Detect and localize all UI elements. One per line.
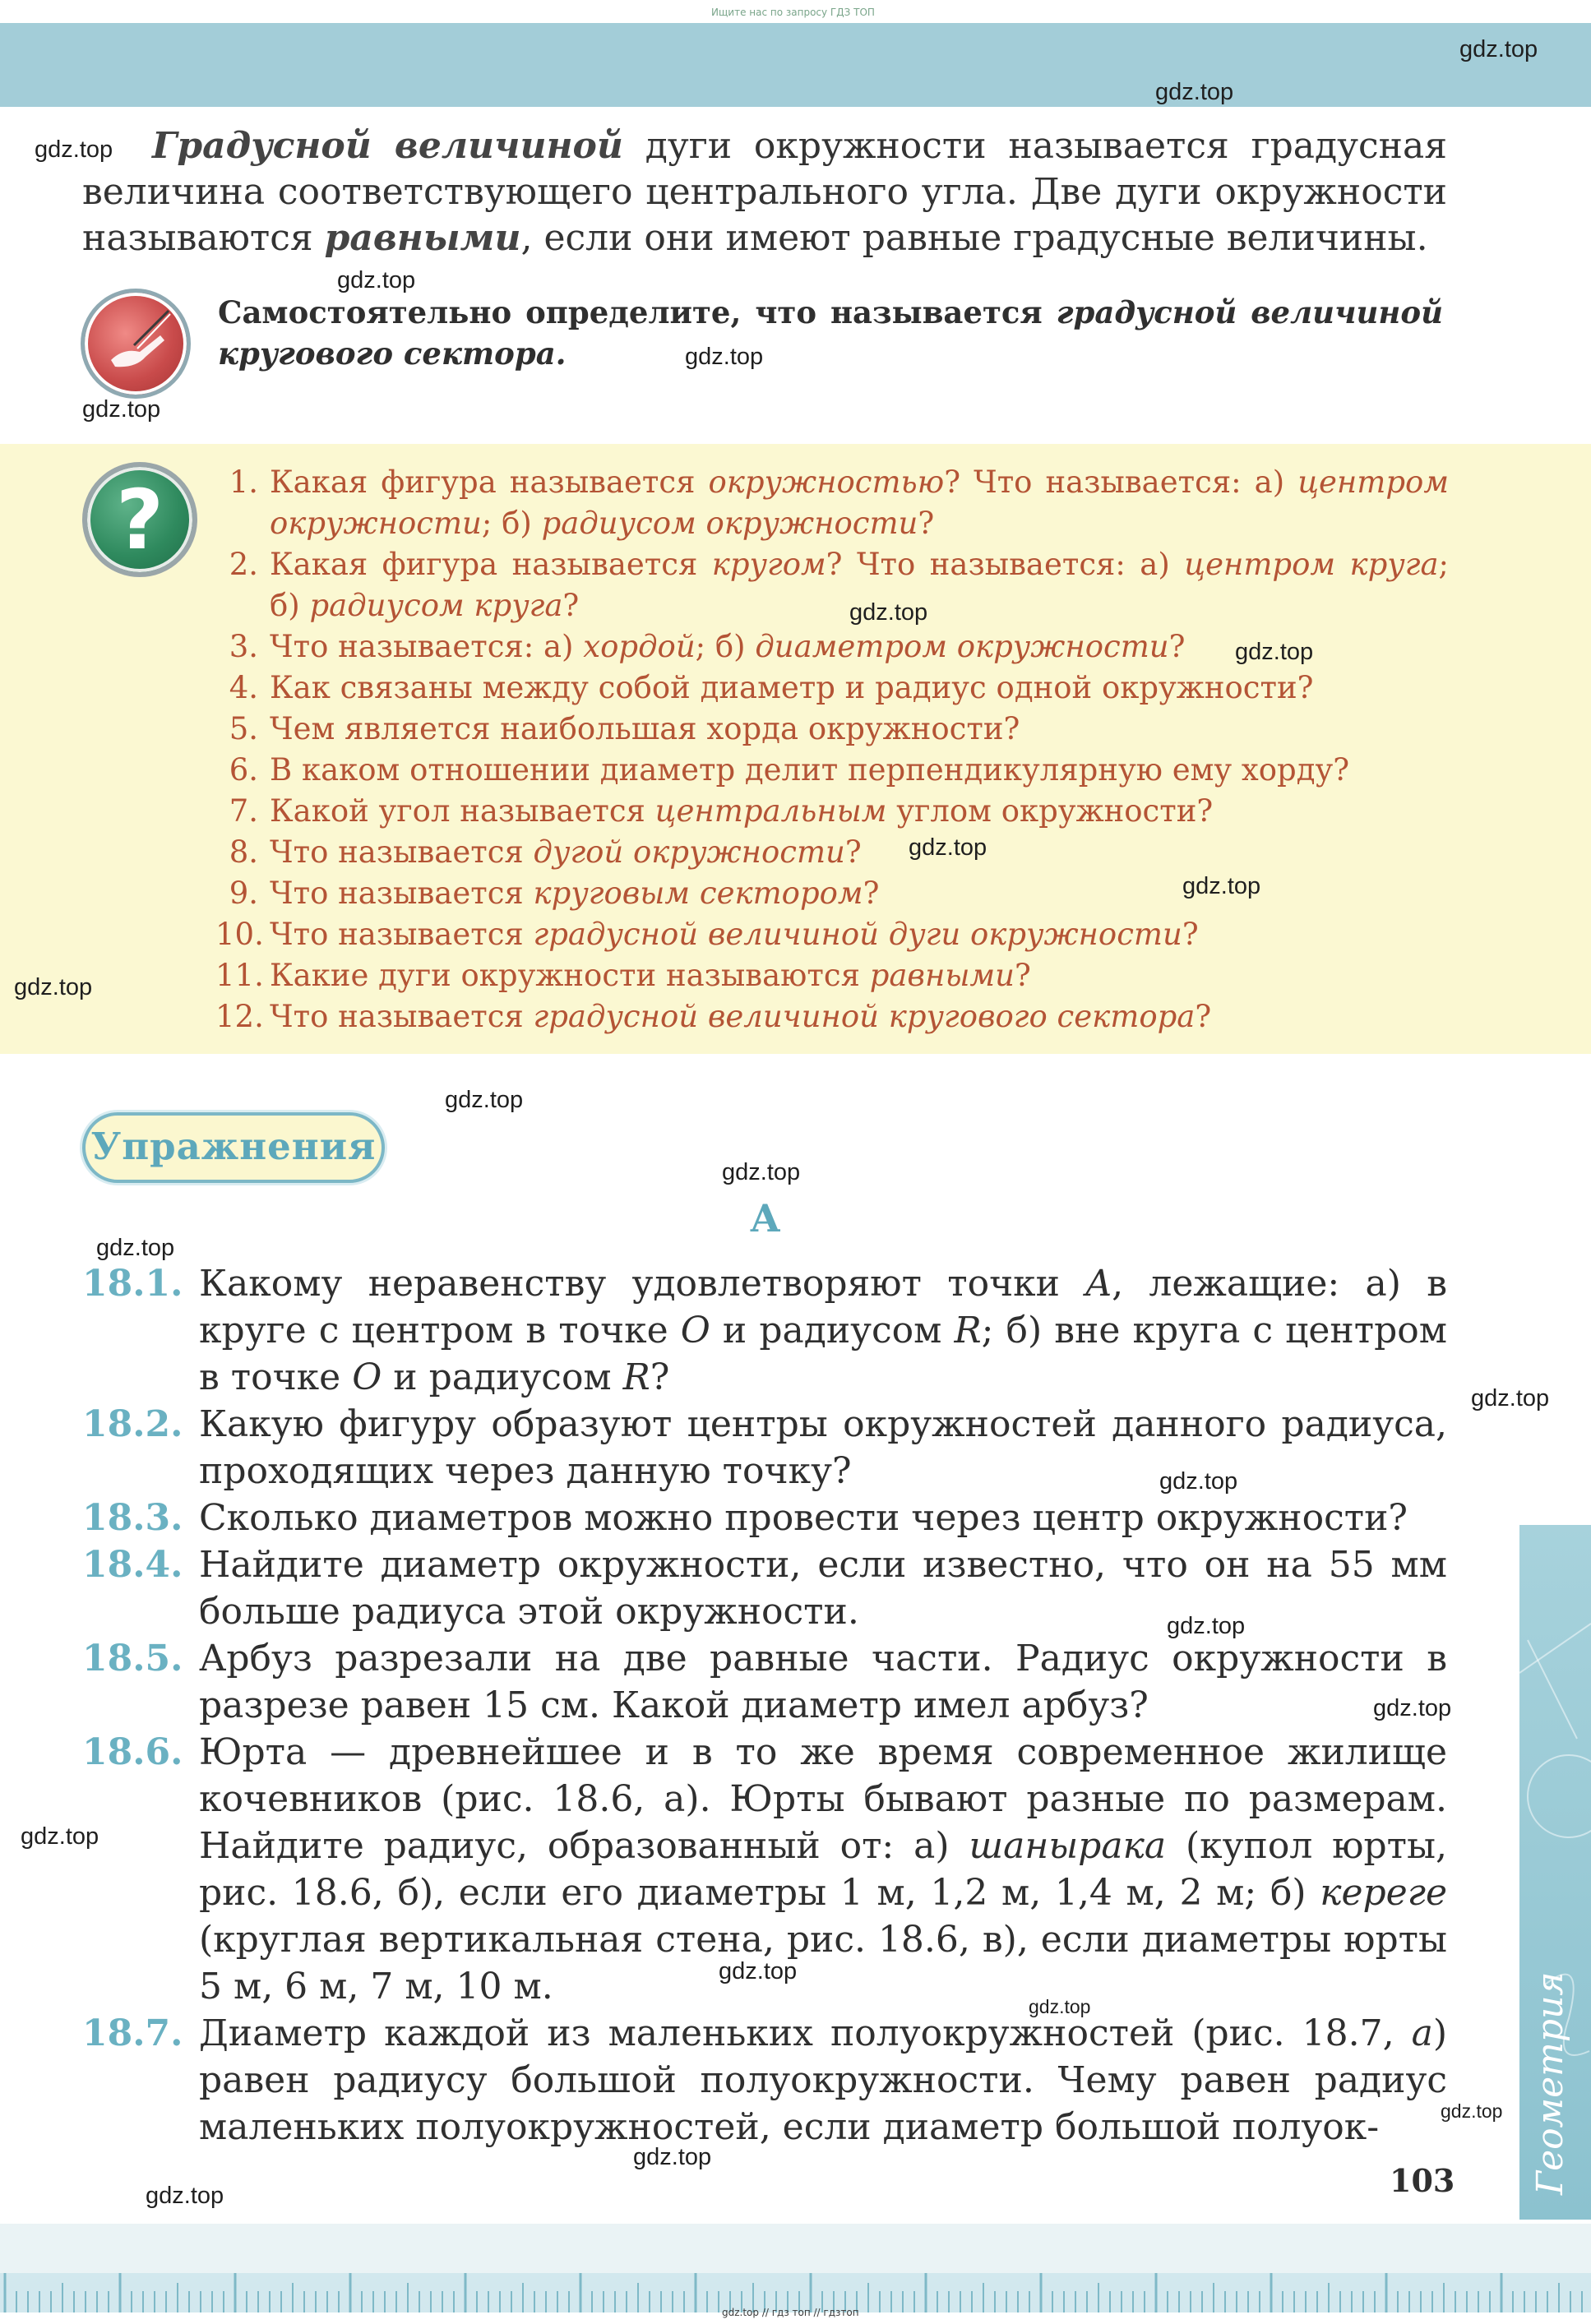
text-part: Какому неравенству удовлетворяют точки	[199, 1263, 1086, 1305]
watermark: gdz.top	[337, 267, 416, 293]
text-part: Какой угол называется	[270, 793, 655, 829]
italic-term: радиусом круга	[309, 588, 563, 623]
watermark: gdz.top	[1155, 79, 1234, 105]
question-number: 7.	[229, 793, 258, 829]
watermark: gdz.top	[1029, 1996, 1091, 2017]
italic-term: дугой окружности	[533, 834, 845, 870]
paragraph-text-2: , если они имеют равные градусные величины.	[520, 217, 1428, 259]
question-number: 3.	[229, 629, 258, 664]
text-part: Какие дуги окружности называются	[270, 958, 870, 993]
exercise-text	[199, 1401, 1447, 1495]
text-part: и радиусом	[710, 1310, 955, 1351]
italic-term: радиусом окружности	[541, 506, 918, 541]
ruler-strip	[0, 2224, 1591, 2312]
text-part: Какая фигура называется	[270, 464, 709, 500]
text-part: Арбуз разрезали на две равные части. Радиус окружности в разрезе равен 15 см. Какой диаметр имел арбуз?	[199, 1638, 1447, 1726]
exercise-number: 18.6.	[82, 1731, 183, 1773]
exercise-item	[82, 1635, 1447, 1729]
question-item	[215, 832, 1449, 873]
watermark: gdz.top	[1459, 36, 1538, 62]
text-part: ; б) вне круга с центром в точке	[199, 1310, 1447, 1398]
italic-term: градусной величиной кругового сектора	[533, 999, 1196, 1034]
pen-icon	[81, 289, 191, 399]
self-task	[218, 292, 1443, 374]
watermark: gdz.top	[1182, 873, 1261, 899]
text-part: ?	[863, 876, 880, 911]
italic-term: O	[352, 1356, 382, 1398]
watermark: gdz.top	[1441, 2100, 1503, 2122]
question-number: 2.	[229, 547, 258, 582]
exercise-number: 18.1.	[82, 1263, 183, 1305]
text-part: ?	[562, 588, 580, 623]
exercise-item	[82, 1260, 1447, 1401]
question-item	[215, 709, 1449, 750]
question-text	[270, 791, 1449, 832]
text-part: Что называется: а)	[270, 629, 584, 664]
question-number: 9.	[229, 876, 258, 911]
side-tab-label: Геометрия	[1529, 1971, 1571, 2195]
exercise-item	[82, 1495, 1447, 1541]
page-number: 103	[1390, 2162, 1455, 2199]
text-part: В каком отношении диаметр делит перпендикулярную ему хорду?	[270, 752, 1350, 788]
text-part: ? Что называется: а)	[826, 547, 1185, 582]
question-item	[215, 996, 1449, 1037]
text-part: (круглая вертикальная стена, рис. 18.6, в), если диаметры юрты 5 м, 6 м, 7 м, 10 м.	[199, 1919, 1447, 2008]
paragraph-text-1: дуги окружности называется градусная величина соответствующего центрального угла. Две дуги окружности называются	[82, 125, 1447, 259]
text-part: ?	[918, 506, 935, 541]
exercise-number: 18.2.	[82, 1403, 183, 1445]
question-text	[270, 750, 1449, 791]
section-letter: А	[750, 1196, 781, 1241]
watermark: gdz.top	[1373, 1695, 1452, 1721]
question-mark-icon: ?	[82, 462, 197, 577]
italic-term: круговым сектором	[533, 876, 863, 911]
exercises-title: Упражнения	[82, 1112, 385, 1183]
question-item	[215, 791, 1449, 832]
watermark: gdz.top	[445, 1087, 524, 1113]
italic-term: градусной величиной дуги окружности	[533, 917, 1182, 952]
exercise-number: 18.3.	[82, 1497, 183, 1539]
italic-term: R	[622, 1356, 650, 1398]
exercise-text	[199, 1495, 1447, 1541]
italic-term: окружностью	[708, 464, 945, 500]
question-number: 11.	[215, 958, 264, 993]
text-part: ? Что называется: а)	[944, 464, 1298, 500]
italic-term: центром окружности	[270, 464, 1449, 541]
question-number: 8.	[229, 834, 258, 870]
questions-list	[215, 462, 1449, 1037]
italic-term: центром круга	[1184, 547, 1439, 582]
watermark: gdz.top	[722, 1159, 801, 1185]
watermark: gdz.top	[909, 834, 987, 861]
exercise-text	[199, 1635, 1447, 1729]
header-band	[0, 23, 1591, 107]
italic-term: A	[1085, 1263, 1112, 1305]
text-part: ?	[1195, 999, 1212, 1034]
watermark: gdz.top	[1235, 639, 1314, 665]
text-part: Что называется	[270, 917, 534, 952]
question-text	[270, 709, 1449, 750]
question-number: 1.	[229, 464, 258, 500]
text-part: углом окружности?	[886, 793, 1214, 829]
text-part: Чем является наибольшая хорда окружности?	[270, 711, 1020, 746]
watermark: gdz.top	[633, 2144, 712, 2170]
italic-term: R	[954, 1310, 982, 1351]
exercise-number: 18.5.	[82, 1638, 183, 1679]
italic-term: кереге	[1320, 1872, 1447, 1914]
question-item	[215, 544, 1449, 626]
text-part: и радиусом	[382, 1356, 623, 1398]
question-text	[270, 462, 1449, 544]
exercise-item	[82, 2010, 1447, 2151]
text-part: ?	[1182, 917, 1199, 952]
text-part: Как связаны между собой диаметр и радиус одной окружности?	[270, 670, 1314, 705]
italic-term: шанырака	[969, 1825, 1167, 1867]
question-item	[215, 668, 1449, 709]
italic-term: а	[1411, 2012, 1433, 2054]
question-item	[215, 750, 1449, 791]
term-equal: равными	[324, 217, 521, 259]
italic-term: O	[680, 1310, 710, 1351]
question-number: 12.	[215, 999, 264, 1034]
exercise-number: 18.4.	[82, 1544, 183, 1586]
text-part: ?	[650, 1356, 670, 1398]
exercise-text	[199, 2010, 1447, 2151]
text-part: ?	[1014, 958, 1031, 993]
bottom-note: gdz.top // гдз топ // гдзтоп	[722, 2307, 859, 2318]
watermark: gdz.top	[719, 1958, 798, 1984]
italic-term: центральным	[654, 793, 887, 829]
italic-term: равными	[869, 958, 1015, 993]
text-part: Какая фигура называется	[270, 547, 712, 582]
text-part: Что называется	[270, 999, 534, 1034]
watermark: gdz.top	[82, 396, 161, 423]
question-item	[215, 955, 1449, 996]
exercise-text	[199, 1541, 1447, 1635]
question-text	[270, 832, 1449, 873]
side-tab	[1519, 1525, 1591, 2220]
text-part: Какую фигуру образуют центры окружностей данного радиуса, проходящих через данную точку?	[199, 1403, 1447, 1492]
question-text	[270, 914, 1449, 955]
watermark: gdz.top	[96, 1235, 175, 1261]
question-number: 5.	[229, 711, 258, 746]
question-number: 6.	[229, 752, 258, 788]
question-item	[215, 914, 1449, 955]
watermark: gdz.top	[1167, 1613, 1246, 1639]
text-part: Что называется	[270, 834, 534, 870]
exercise-item	[82, 1401, 1447, 1495]
text-part: ) равен радиусу большой полуокружности. Чему равен радиус маленьких полуокружностей, если диаметр большой полуок-	[199, 2012, 1447, 2148]
text-part: Юрта — древнейшее и в то же время современное жилище кочевников (рис. 18.6, а). Юрты бывают разные по размерам. Найдите радиус, образованный от: а)	[199, 1731, 1447, 1867]
italic-term: хордой	[583, 629, 696, 664]
italic-term: кругом	[711, 547, 826, 582]
text-part: ?	[1168, 629, 1186, 664]
watermark: gdz.top	[14, 974, 93, 1000]
text-part: Найдите диаметр окружности, если известно, что он на 55 мм больше радиуса этой окружности.	[199, 1544, 1447, 1633]
exercise-number: 18.7.	[82, 2012, 183, 2054]
task-text: Самостоятельно определите, что называется	[218, 294, 1057, 330]
text-part: ; б)	[270, 547, 1449, 623]
watermark: gdz.top	[685, 344, 764, 370]
text-part: , лежащие: а) в круге с центром в точке	[199, 1263, 1447, 1351]
question-item	[215, 873, 1449, 914]
text-part: Сколько диаметров можно провести через центр окружности?	[199, 1497, 1408, 1539]
watermark: gdz.top	[849, 599, 928, 626]
text-part: ; б)	[481, 506, 542, 541]
question-text	[270, 873, 1449, 914]
exercise-text	[199, 1260, 1447, 1401]
question-number: 10.	[215, 917, 264, 952]
text-part: (купол юрты, рис. 18.6, б), если его диаметры 1 м, 1,2 м, 1,4 м, 2 м; б)	[199, 1825, 1447, 1914]
question-item	[215, 462, 1449, 544]
definition-paragraph	[82, 123, 1447, 261]
text-part: Что называется	[270, 876, 534, 911]
exercise-text	[199, 1729, 1447, 2010]
term-degree-measure: Градусной величиной	[152, 125, 623, 167]
watermark: gdz.top	[1471, 1385, 1550, 1411]
top-note: Ищите нас по запросу ГДЗ ТОП	[711, 7, 875, 18]
text-part: Диаметр каждой из маленьких полуокружностей (рис. 18.7,	[199, 2012, 1412, 2054]
question-text	[270, 955, 1449, 996]
watermark: gdz.top	[21, 1823, 99, 1850]
watermark: gdz.top	[35, 136, 113, 163]
task-term: градусной величиной кругового сектора.	[218, 294, 1443, 372]
question-text	[270, 996, 1449, 1037]
italic-term: диаметром окружности	[755, 629, 1169, 664]
watermark: gdz.top	[1159, 1468, 1238, 1495]
watermark: gdz.top	[146, 2183, 224, 2209]
text-part: ; б)	[695, 629, 756, 664]
question-text	[270, 668, 1449, 709]
question-number: 4.	[229, 670, 258, 705]
text-part: ?	[844, 834, 862, 870]
exercises-list	[82, 1260, 1447, 2151]
